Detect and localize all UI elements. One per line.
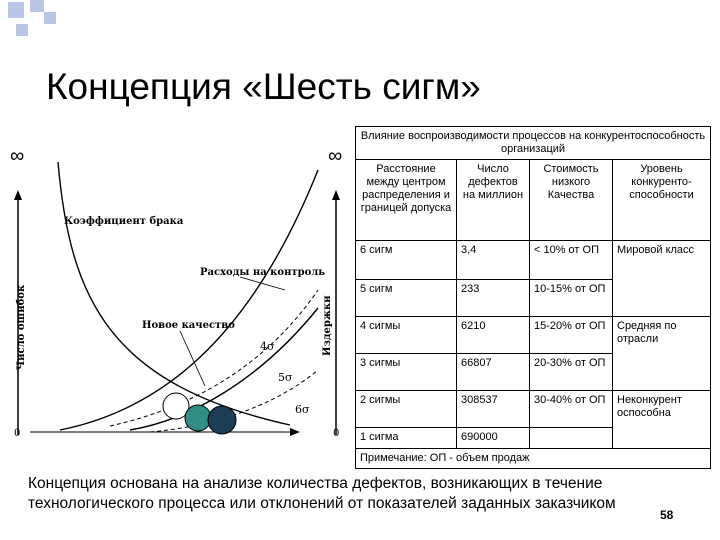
table-header: Влияние воспроизводимости процессов на конкурентоспособность организаций: [356, 127, 711, 160]
sigma-6-label: 6σ: [295, 403, 310, 416]
optimum-point-teal: [185, 405, 211, 431]
defects-cell: 66807: [457, 354, 530, 391]
decorative-square: [44, 12, 56, 24]
right-axis-arrow-icon: [332, 190, 340, 200]
cost-cell: 30-40% от ОП: [530, 391, 613, 428]
sigma-4-label: 4σ: [260, 340, 275, 353]
defect-rate-curve: [58, 162, 290, 425]
decorative-square: [16, 24, 28, 36]
distance-cell: 3 сигмы: [356, 354, 457, 391]
cost-cell: 20-30% от ОП: [530, 354, 613, 391]
cost-cell: 15-20% от ОП: [530, 317, 613, 354]
defects-cell: 3,4: [457, 241, 530, 280]
distance-cell: 5 сигм: [356, 280, 457, 317]
column-header: Число дефектов на миллион: [457, 160, 530, 241]
optimum-point-dark: [208, 406, 236, 434]
dashed-curve: [110, 290, 318, 426]
baseline-arrow-icon: [290, 428, 300, 436]
cost-cell: < 10% от ОП: [530, 241, 613, 280]
pointer-line: [240, 277, 285, 290]
page-number: 58: [660, 508, 674, 522]
level-cell: Неконкурент оспособна: [613, 391, 711, 449]
distance-cell: 2 сигмы: [356, 391, 457, 428]
new-quality-label: Новое качество: [142, 320, 235, 331]
zero-right: 0: [333, 428, 340, 439]
decorative-square: [30, 0, 44, 12]
curve-defect-label: Коэффициент брака: [64, 216, 184, 227]
bottom-description: Концепция основана на анализе количества дефектов, возникающих в течение технологического процесса или отклонений от показателей заданных заказчиком: [28, 475, 616, 512]
left-axis-arrow-icon: [14, 190, 22, 200]
defects-cell: 233: [457, 280, 530, 317]
curve-control-label: Расходы на контроль: [200, 267, 326, 278]
level-cell: Средняя по отрасли: [613, 317, 711, 391]
right-axis-label: Издержки: [322, 295, 333, 356]
column-header: Расстояние между центром распределения и границей допуска: [356, 160, 457, 241]
defects-cell: 6210: [457, 317, 530, 354]
infinity-left: ∞: [10, 145, 25, 167]
decorative-square: [8, 2, 24, 18]
table-row: [356, 391, 711, 428]
zero-left: 0: [14, 428, 21, 439]
table-note: Примечание: ОП - объем продаж: [356, 449, 711, 469]
table-row: [356, 317, 711, 354]
y-axis-label: Число ошибок: [16, 284, 27, 370]
table-column-headers: [356, 160, 711, 241]
sigma-levels-table: [355, 126, 711, 469]
column-header: Стоимость низкого Качества: [530, 160, 613, 241]
cost-cell: 10-15% от ОП: [530, 280, 613, 317]
distance-cell: 4 сигмы: [356, 317, 457, 354]
infinity-right: ∞: [328, 145, 343, 167]
six-sigma-cost-diagram: [0, 140, 355, 445]
slide-title: Концепция «Шесть сигм»: [46, 66, 481, 107]
table-row: [356, 241, 711, 280]
defects-cell: 690000: [457, 428, 530, 449]
distance-cell: 6 сигм: [356, 241, 457, 280]
distance-cell: 1 сигма: [356, 428, 457, 449]
level-cell: Мировой класс: [613, 241, 711, 317]
pointer-line: [180, 331, 205, 386]
cost-cell: [530, 428, 613, 449]
sigma-5-label: 5σ: [278, 371, 293, 384]
column-header: Уровень конкуренто-способности: [613, 160, 711, 241]
defects-cell: 308537: [457, 391, 530, 428]
